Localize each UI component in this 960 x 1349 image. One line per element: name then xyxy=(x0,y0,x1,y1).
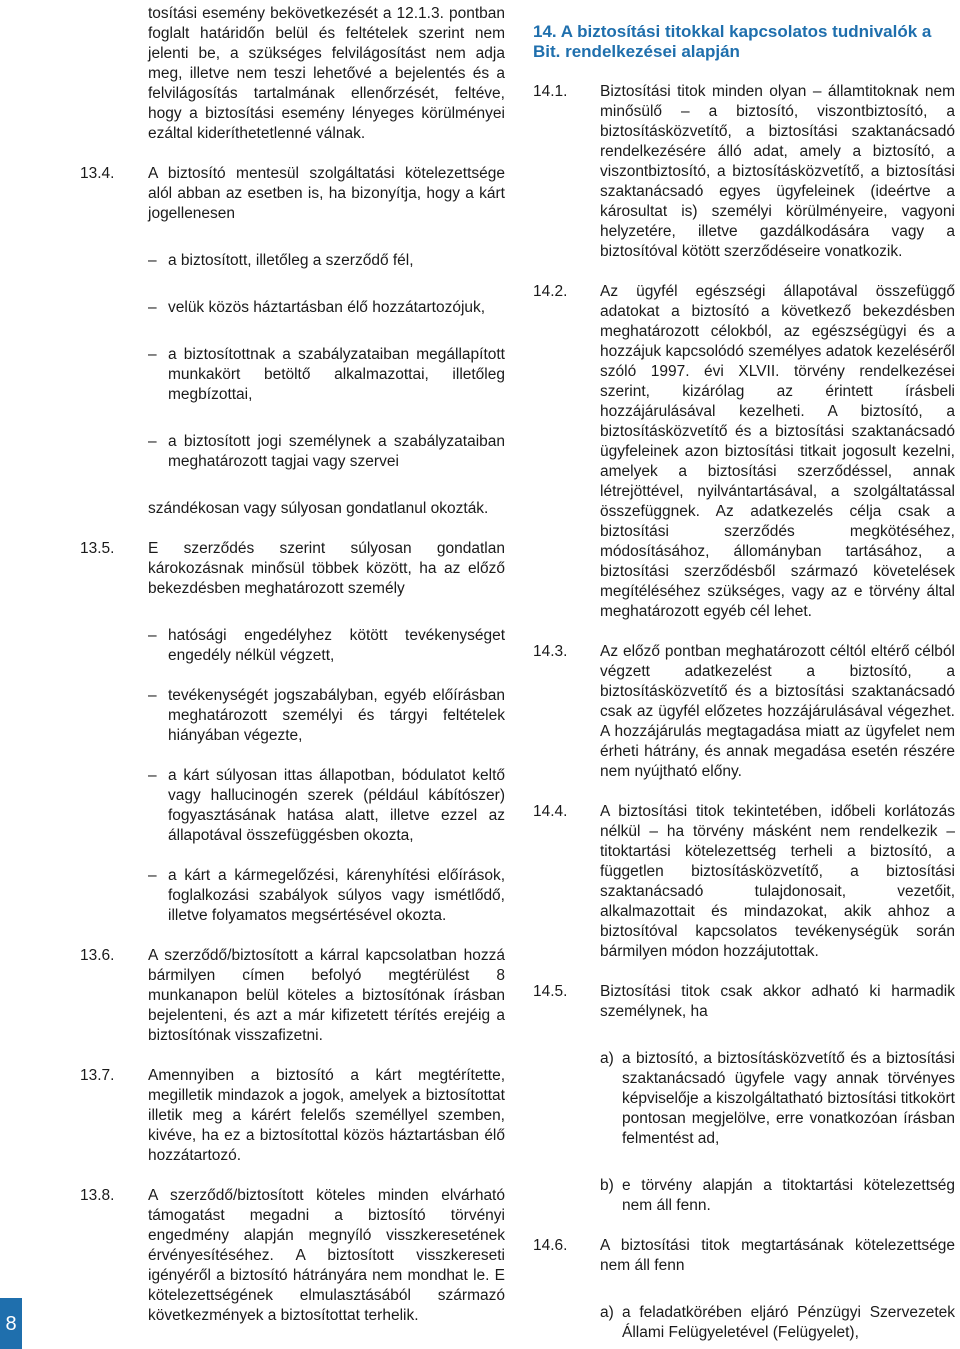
section-text: A szerződő/biztosított köteles minden elvárható támogatást megadni a biztosító törvényi engedmény alapján megnyíló visszkeresetének érvényesítéséhez. A biztosított visszkereseti igényéről a biztosító hátrányára nem mondhat le. E kötelezettségének elmulasztásából származó következmények a biztosítottat terhelik. xyxy=(148,1187,505,1324)
section-text: Az előző pontban meghatározott céltól eltérő célból végzett adatkezelést a biztosító, a biztosításközvetítő és a biztosítási szaktanácsadó csak az ügyfél előzetes hozzájárulásával végezhet. A hozzájárulás megtagadása miatt az ügyfelet nem érheti hátrány, és annak megadása esetén részére nem nyújtható előny. xyxy=(600,643,955,780)
section-number: 14.1. xyxy=(533,83,568,100)
dash-list-13-5 xyxy=(80,626,505,926)
section-number: 13.8. xyxy=(80,1187,115,1204)
section-text: Az ügyfél egészségi állapotával összefüggő adatokat a biztosító a következő bekezdésben meghatározott célokból, az egészségügyi és a hozzájuk kapcsolódó személyes adatok kezeléséről szóló 1997. évi XLVII. törvény rendelkezései szerint, kizárólag az érintett írásbeli hozzájárulásával kezelheti. A biztosító, a biztosításközvetítő és a biztosítási szaktanácsadó ügyfeleinek azon biztosítási titkait jogosult kezelni, amelyek a biztosítási szerződéssel, annak létrejöttével, nyilvántartásával, a szolgáltatással összefüggnek. Az adatkezelés célja csak a biztosítási szerződés megkötéséhez, módosításához, állományban tartásához, a biztosítási szerződésből származó követelések megítéléséhez szükséges, vagy az e törvény által meghatározott egyéb cél lehet. xyxy=(600,283,955,620)
list-item: – tevékenységét jogszabályban, egyéb előírásban meghatározott személyi és tárgyi feltételek hiányában végezte, xyxy=(148,687,505,744)
section-number: 14.3. xyxy=(533,643,568,660)
left-column xyxy=(80,4,505,1326)
section-text: E szerződés szerint súlyosan gondatlan károkozásnak minősül többek között, ha az előző bekezdésben meghatározott személy xyxy=(148,540,505,597)
section-text: A biztosítási titok tekintetében, időbeli korlátozás nélkül – ha törvény másként nem rendelkezik – titoktartási kötelezettség terheli a biztosító, a független biztosításközvetítő, a biztosítási szaktanácsadó tulajdonosait, vezetőit, alkalmazottait és mindazokat, akik ahhoz a biztosítóval kapcsolatos tevékenységük során bármilyen módon hozzájutottak. xyxy=(600,803,955,960)
section-13-8 xyxy=(80,1186,505,1326)
section-number: 13.7. xyxy=(80,1067,115,1084)
section-text: Biztosítási titok minden olyan – államtitoknak nem minősülő – a biztosító, viszontbiztosító, a biztosításközvetítő, a biztosítási szaktanácsadó rendelkezésére álló adat, amely a biztosító, a viszontbiztosító, a biztosításközvetítő, a biztosítási szaktanácsadó egyes ügyfeleinek (ideértve a károsultat is) személyi körülményeire, vagyoni helyzetére, illetve gazdálkodására vagy a biztosítóval kötött szerződéseire vonatkozik. xyxy=(600,83,955,260)
section-number: 14.4. xyxy=(533,803,568,820)
section-text: A biztosító mentesül szolgáltatási kötelezettsége alól abban az esetben is, ha bizonyítja, hogy a kárt jogellenesen xyxy=(148,165,505,222)
section-number: 13.5. xyxy=(80,540,115,557)
section-13-7 xyxy=(80,1066,505,1166)
closing-line: szándékosan vagy súlyosan gondatlanul okozták. xyxy=(148,500,489,517)
alpha-list-14-5 xyxy=(533,1049,955,1216)
dash-list-13-4 xyxy=(80,251,505,472)
section-text: A biztosítási titok megtartásának kötelezettsége nem áll fenn xyxy=(600,1237,955,1274)
section-number: 13.6. xyxy=(80,947,115,964)
list-item: – a biztosított jogi személynek a szabályzataiban meghatározott tagjai vagy szervei xyxy=(148,433,505,470)
section-text: A szerződő/biztosított a kárral kapcsolatban hozzá bármilyen címen befolyó megtérülést 8 munkanapon belül köteles a biztosítónak írásban bejelenteni, és azt a már kifizetett térítés erejéig a biztosítónak visszafizetni. xyxy=(148,947,505,1044)
list-item: a) a biztosító, a biztosításközvetítő és a biztosítási szaktanácsadó ügyfele vagy annak törvényes képviselője a kiszolgáltatható biztosítási titkokört pontosan megjelölve, erre vonatkozóan írásban felmentést ad, xyxy=(600,1050,955,1147)
list-item: – velük közös háztartásban élő hozzátartozójuk, xyxy=(148,299,486,316)
section-14-3 xyxy=(533,642,955,782)
list-item: – a biztosított, illetőleg a szerződő fél, xyxy=(148,252,414,269)
section-number: 14.2. xyxy=(533,283,568,300)
page-number: 8 xyxy=(0,1298,22,1349)
section-14-2 xyxy=(533,282,955,622)
section-number: 14.5. xyxy=(533,983,568,1000)
section-14-1 xyxy=(533,82,955,262)
intro-paragraph: tosítási esemény bekövetkezését a 12.1.3. pontban foglalt határidőn belül és feltételek szerint nem jelenti be, a szükséges felvilágosítást nem adja meg, illetve nem teszi lehetővé a bejelentés és a felvilágosítás tartalmának ellenőrzését, feltéve, hogy a biztosítási esemény lényeges körülményei ezáltal kideríthetetlenné válnak. xyxy=(148,5,505,142)
section-14-6 xyxy=(533,1236,955,1276)
section-13-4 xyxy=(80,164,505,224)
section-number: 13.4. xyxy=(80,165,115,182)
list-item: b) e törvény alapján a titoktartási kötelezettség nem áll fenn. xyxy=(600,1177,955,1214)
right-column xyxy=(533,22,955,1343)
section-heading: 14. A biztosítási titokkal kapcsolatos tudnivalók a Bit. rendelkezései alapján xyxy=(533,22,932,61)
section-text: Amennyiben a biztosító a kárt megtérítette, megilletik mindazok a jogok, amelyek a biztosítottat illetik meg a kárért felelős személlyel szemben, kivéve, ha ez a biztosítottal közös háztartásban élő hozzátartozó. xyxy=(148,1067,505,1164)
list-item: – a biztosítottnak a szabályzataiban megállapított munkakört betöltő alkalmazottai, illetőleg megbízottai, xyxy=(148,346,505,403)
section-number: 14.6. xyxy=(533,1237,568,1254)
section-13-6 xyxy=(80,946,505,1046)
section-text: Biztosítási titok csak akkor adható ki harmadik személynek, ha xyxy=(600,983,955,1020)
alpha-list-14-6 xyxy=(533,1303,955,1343)
section-14-4 xyxy=(533,802,955,962)
list-item: a) a feladatkörében eljáró Pénzügyi Szervezetek Állami Felügyeletével (Felügyelet), xyxy=(600,1304,955,1341)
section-14-5 xyxy=(533,982,955,1022)
section-13-5 xyxy=(80,539,505,599)
list-item: – hatósági engedélyhez kötött tevékenységet engedély nélkül végzett, xyxy=(148,627,505,664)
list-item: – a kárt a kármegelőzési, kárenyhítési előírások, foglalkozási szabályok súlyos vagy ismétlődő, illetve folyamatos megsértésével okozta. xyxy=(148,867,505,924)
list-item: – a kárt súlyosan ittas állapotban, bódulatot keltő vagy hallucinogén szerek (például kábítószer) fogyasztásának hatása alatt, illetve ezzel az állapotával összefüggésben okozta, xyxy=(148,767,505,844)
